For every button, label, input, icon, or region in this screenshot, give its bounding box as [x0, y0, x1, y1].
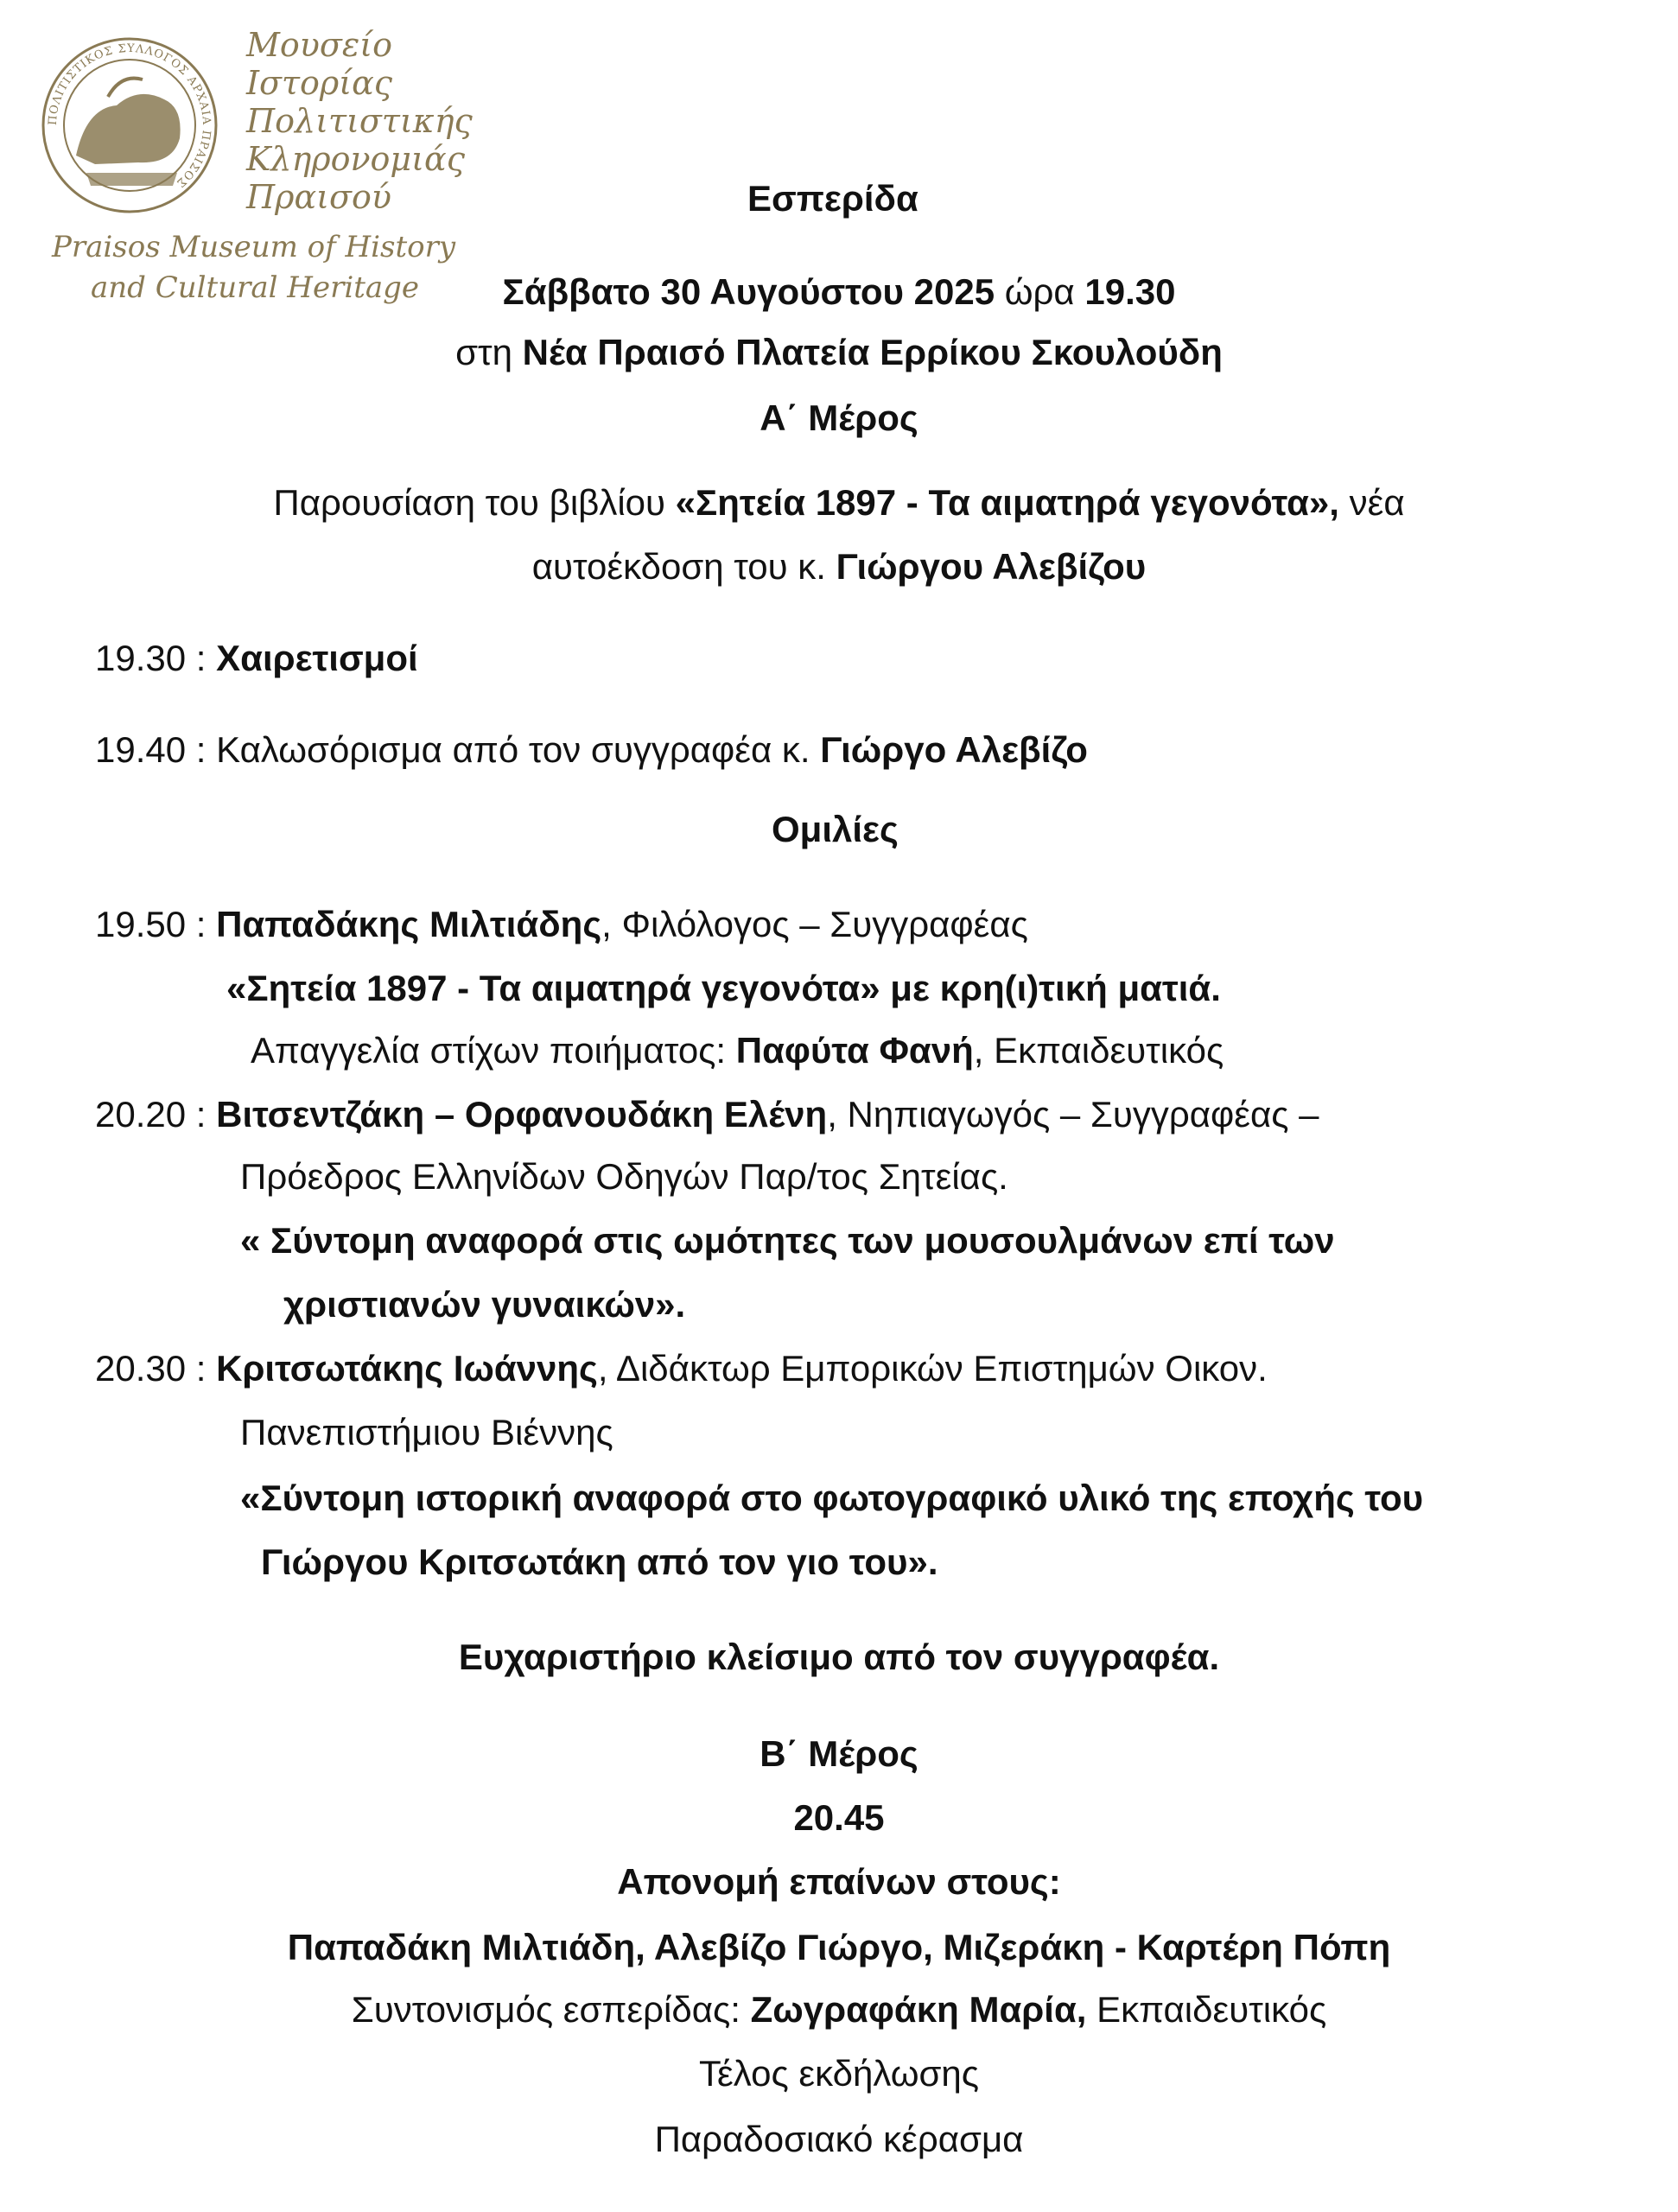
closing-remarks: Ευχαριστήριο κλείσιμο από τον συγγραφέα. [458, 1637, 1220, 1677]
recital-name: Παφύτα Φανή [735, 1030, 974, 1071]
speech-2-time: 20.20 : [95, 1094, 217, 1135]
speech-2-topic-line-2: χριστιανών γυναικών». [283, 1284, 686, 1325]
presentation-line-2: αυτοέκδοση του κ. Γιώργου Αλεβίζου [531, 546, 1147, 587]
greetings-item [95, 636, 418, 681]
welcome-time: 19.40 : [95, 729, 217, 770]
book-title: «Σητεία 1897 - Τα αιματηρά γεγονότα», [675, 482, 1339, 523]
welcome-item: 19.40 : Καλωσόρισμα από τον συγγραφέα κ. Γιώργο Αλεβίζο [95, 729, 1088, 770]
presentation-line-1: Παρουσίαση του βιβλίου «Σητεία 1897 - Τα αιματηρά γεγονότα», νέα [273, 482, 1405, 523]
part-b-heading: Β΄ Μέρος [760, 1733, 918, 1774]
speech-3-time: 20.30 : [95, 1348, 217, 1389]
speech-3: 20.30 : Κριτσωτάκης Ιωάννης, Διδάκτωρ Εμπορικών Επιστημών Οικον. [95, 1348, 1268, 1389]
speech-1: 19.50 : Παπαδάκης Μιλτιάδης, Φιλόλογος – Συγγραφέας [95, 904, 1028, 944]
logo-greek-line-1: Μουσείο [246, 26, 392, 64]
event-date-line: Σάββατο 30 Αυγούστου 2025 ώρα 19.30 [502, 271, 1176, 312]
speech-3-speaker: Κριτσωτάκης Ιωάννης [216, 1348, 598, 1389]
part-b-time: 20.45 [793, 1797, 885, 1838]
coordination-line: Συντονισμός εσπερίδας: Ζωγραφάκη Μαρία, Εκπαιδευτικός [351, 1989, 1327, 2030]
event-date: Σάββατο 30 Αυγούστου 2025 [502, 271, 995, 312]
speech-1-recital: Απαγγελία στίχων ποιήματος: Παφύτα Φανή, Εκπαιδευτικός [251, 1030, 1224, 1071]
awardees-list: Παπαδάκη Μιλτιάδη, Αλεβίζο Γιώργο, Μιζεράκη - Καρτέρη Πόπη [287, 1927, 1391, 1967]
museum-seal-logo [35, 26, 225, 225]
awards-heading: Απονομή επαίνων στους: [617, 1861, 1061, 1902]
logo-greek-line-4: Κληρονομιάς [246, 140, 465, 178]
book-author: Γιώργου Αλεβίζου [836, 546, 1147, 587]
greetings-time: 19.30 : [95, 638, 217, 678]
part-a-heading: Α΄ Μέρος [760, 397, 918, 438]
logo-greek-line-2: Ιστορίας [246, 64, 393, 102]
speech-1-topic: «Σητεία 1897 - Τα αιματηρά γεγονότα» με κρη(ι)τική ματιά. [226, 968, 1221, 1008]
speech-2-speaker: Βιτσεντζάκη – Ορφανουδάκη Ελένη [216, 1094, 828, 1135]
speech-1-time: 19.50 : [95, 904, 217, 944]
logo-greek-line-5: Πραισού [246, 178, 391, 216]
speeches-heading: Ομιλίες [772, 809, 899, 849]
speech-3-topic-line-1: «Σύντομη ιστορική αναφορά στο φωτογραφικό υλικό της εποχής του [240, 1478, 1424, 1518]
logo-english-line-1: Praisos Museum of History [52, 230, 456, 264]
logo-greek-line-3: Πολιτιστικής [246, 102, 473, 140]
seal-text: ΠΟΛΙΤΙΣΤΙΚΟΣ ΣΥΛΛΟΓΟΣ ΑΡΧΑΙΑ ΠΡΑΙΣΟΣ [46, 41, 213, 190]
greetings-label: Χαιρετισμοί [216, 638, 418, 678]
speech-3-role-line-2: Πανεπιστήμιου Βιέννης [240, 1412, 613, 1452]
speech-3-topic-line-2: Γιώργου Κριτσωτάκη από τον γιο του». [261, 1541, 938, 1582]
speech-1-speaker: Παπαδάκης Μιλτιάδης [216, 904, 602, 944]
speech-2-role-line-2: Πρόεδρος Ελληνίδων Οδηγών Παρ/τος Σητείας. [240, 1156, 1008, 1197]
logo-english-line-2: and Cultural Heritage [91, 270, 420, 305]
refreshment: Παραδοσιακό κέρασμα [654, 2119, 1024, 2159]
event-place-line: στη Νέα Πραισό Πλατεία Ερρίκου Σκουλούδη [455, 332, 1223, 372]
speech-2-topic-line-1: « Σύντομη αναφορά στις ωμότητες των μουσουλμάνων επί των [240, 1220, 1335, 1261]
event-end: Τέλος εκδήλωσης [698, 2053, 980, 2094]
event-time: 19.30 [1084, 271, 1176, 312]
coordinator-name: Ζωγραφάκη Μαρία, [750, 1989, 1087, 2030]
welcome-name: Γιώργο Αλεβίζο [820, 729, 1088, 770]
event-place: Νέα Πραισό Πλατεία Ερρίκου Σκουλούδη [522, 332, 1223, 372]
event-title: Εσπερίδα [747, 178, 918, 219]
speech-2: 20.20 : Βιτσεντζάκη – Ορφανουδάκη Ελένη, Νηπιαγωγός – Συγγραφέας – [95, 1094, 1319, 1135]
